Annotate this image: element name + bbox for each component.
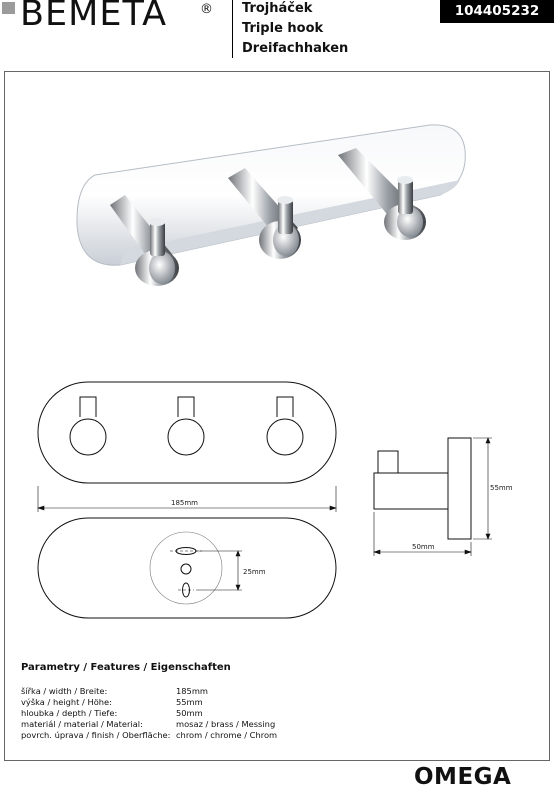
product-name-de: Dreifachhaken [242,41,349,56]
specs-table [21,686,277,741]
side-view-drawing [374,438,471,539]
side-dimensions [374,438,492,556]
spec-label: materiál / material / Material: [21,719,143,729]
spec-row [21,697,277,708]
product-code-badge: 104405232 [440,0,554,23]
spec-value: 55mm [176,697,203,707]
spec-label: výška / height / Höhe: [21,697,112,707]
depth-dimension-label: 50mm [412,543,435,551]
height-dimension-label: 55mm [490,484,513,492]
back-view-drawing [38,518,336,618]
specs-title: Parametry / Features / Eigenschaften [21,662,231,673]
spec-row [21,708,277,719]
hole-dimension-label: 25mm [243,568,266,576]
width-dimension-label: 185mm [171,499,198,507]
spec-value: mosaz / brass / Messing [176,719,276,729]
spec-label: povrch. úprava / finish / Oberfläche: [21,730,171,740]
spec-label: hloubka / depth / Tiefe: [21,708,118,718]
registered-mark: ® [200,2,213,17]
spec-value: 185mm [176,686,209,696]
product-name-cz: Trojháček [242,1,313,16]
spec-row [21,719,277,730]
brand-logo: BEMETA [20,0,168,34]
spec-row [21,686,277,697]
front-view-drawing [38,382,336,483]
product-photo [77,125,465,286]
series-name: OMEGA [414,764,512,790]
spec-label: šířka / width / Breite: [21,686,108,696]
product-name-en: Triple hook [242,21,324,36]
spec-value: chrom / chrome / Chrom [176,730,278,740]
hole-dimension [196,551,242,590]
spec-row [21,730,277,741]
spec-value: 50mm [176,708,203,718]
